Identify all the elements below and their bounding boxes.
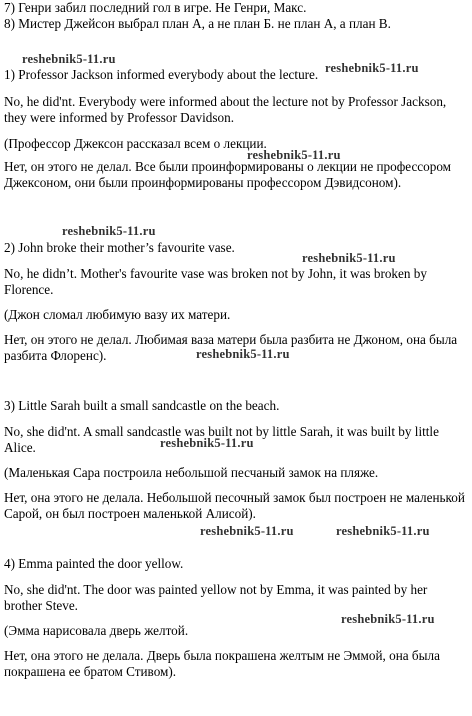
- text-line-8: 8) Мистер Джейсон выбрал план А, а не план Б. не план А, а план В.: [4, 16, 391, 31]
- watermark: reshebnik5-11.ru: [341, 612, 435, 626]
- watermark: reshebnik5-11.ru: [302, 251, 396, 265]
- item-3-sentence: 3) Little Sarah built a small sandcastle on the beach.: [4, 398, 280, 413]
- item-3-answer: No, she did'nt. A small sandcastle was built not by little Sarah, it was built by little Alice.: [4, 424, 439, 455]
- item-1-answer: No, he did'nt. Everybody were informed about the lecture not by Professor Jackson, they were informed by Professor Davidson.: [4, 94, 447, 125]
- watermark: reshebnik5-11.ru: [196, 347, 290, 361]
- item-2-sentence: 2) John broke their mother’s favourite vase.: [4, 240, 235, 255]
- item-2-translation-sentence: (Джон сломал любимую вазу их матери.: [4, 307, 231, 322]
- item-1-translation-sentence: (Профессор Джексон рассказал всем о лекции.: [4, 136, 267, 151]
- item-2-answer: No, he didn’t. Mother's favourite vase was broken not by John, it was broken by Florence.: [4, 266, 427, 297]
- item-4-answer: No, she did'nt. The door was painted yellow not by Emma, it was painted by her brother Steve.: [4, 582, 428, 613]
- watermark: reshebnik5-11.ru: [22, 52, 116, 66]
- watermark: reshebnik5-11.ru: [336, 524, 430, 538]
- watermark: reshebnik5-11.ru: [325, 61, 419, 75]
- item-1-translation-answer: Нет, он этого не делал. Все были проинформированы о лекции не профессором Джексоном, они были проинформированы профессором Дэвидсоном).: [4, 159, 452, 190]
- item-4-sentence: 4) Emma painted the door yellow.: [4, 556, 184, 571]
- item-1-sentence: 1) Professor Jackson informed everybody about the lecture.: [4, 67, 319, 82]
- item-4-translation-sentence: (Эмма нарисовала дверь желтой.: [4, 623, 189, 638]
- watermark: reshebnik5-11.ru: [62, 224, 156, 238]
- watermark: reshebnik5-11.ru: [200, 524, 294, 538]
- item-4-translation-answer: Нет, она этого не делала. Дверь была покрашена желтым не Эммой, она была покрашена ее братом Стивом).: [4, 648, 440, 679]
- item-3-translation-answer: Нет, она этого не делала. Небольшой песочный замок был построен не маленькой Сарой, он был построен маленькой Алисой).: [4, 490, 465, 521]
- item-2-translation-answer: Нет, он этого не делал. Любимая ваза матери была разбита не Джоном, она была разбита Флоренс).: [4, 332, 458, 363]
- watermark: reshebnik5-11.ru: [247, 148, 341, 162]
- item-3-translation-sentence: (Маленькая Сара построила небольшой песчаный замок на пляже.: [4, 465, 379, 480]
- text-line-7: 7) Генри забил последний гол в игре. Не Генри, Макс.: [4, 0, 307, 15]
- watermark: reshebnik5-11.ru: [160, 436, 254, 450]
